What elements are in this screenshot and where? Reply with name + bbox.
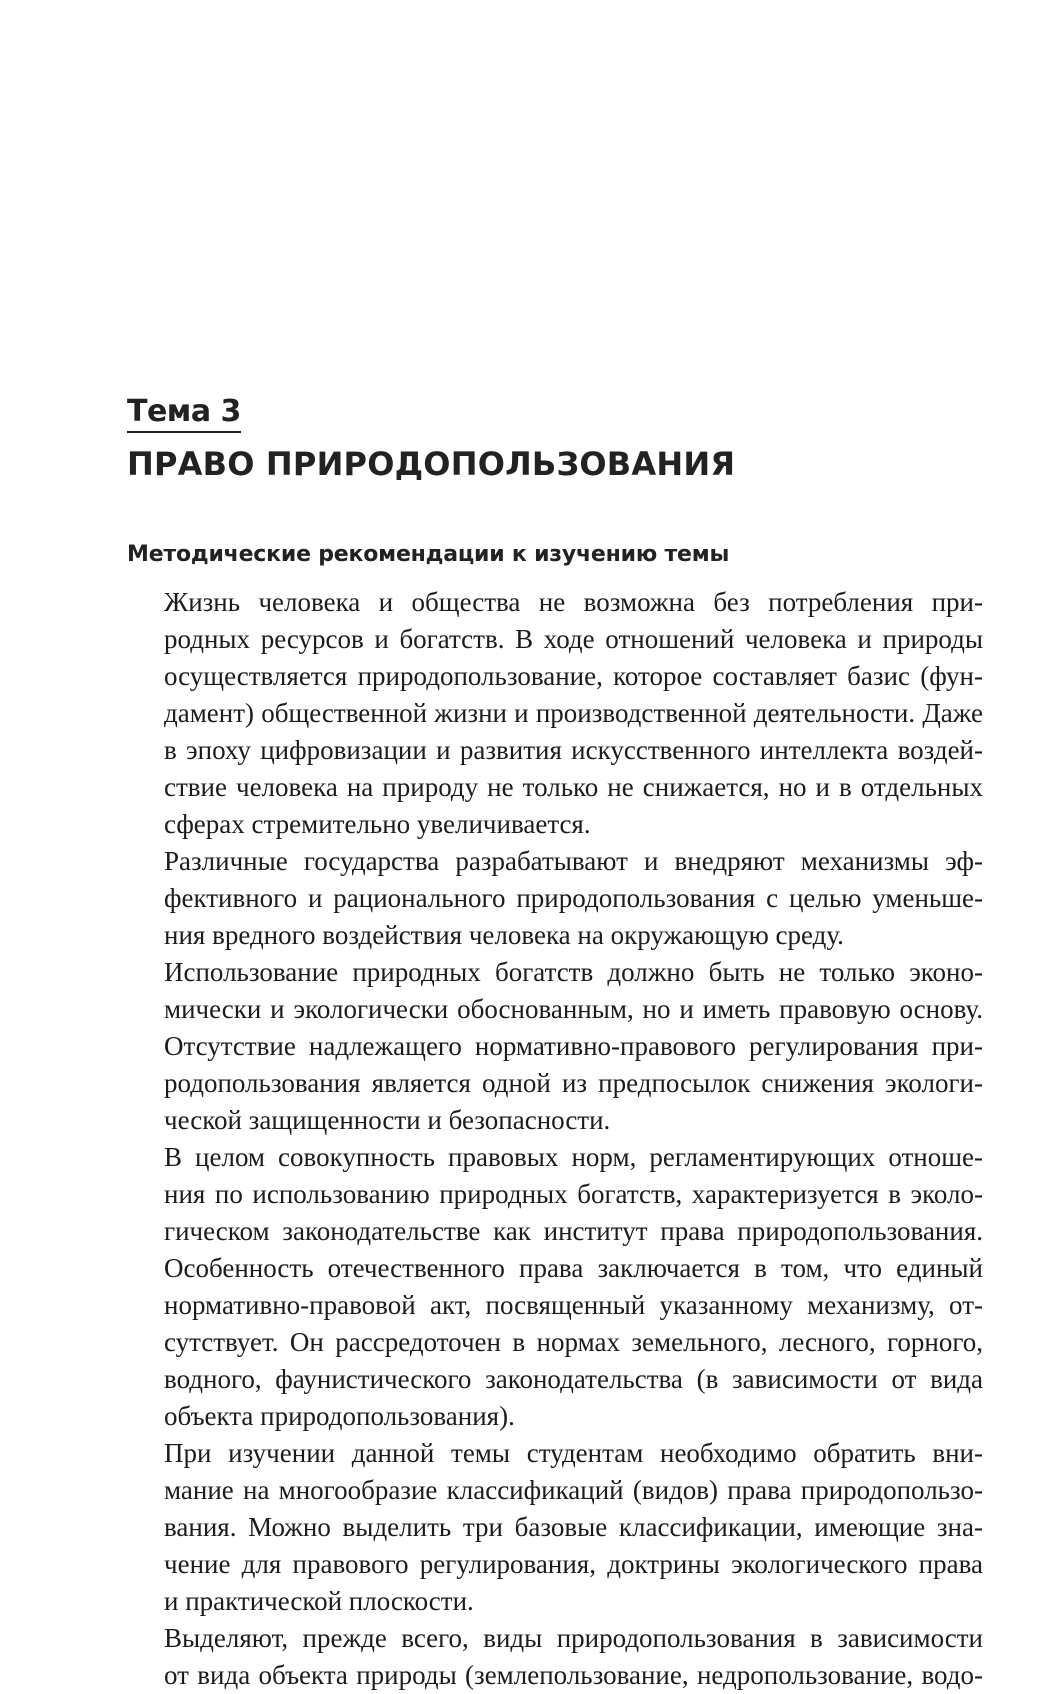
section-heading: Методические рекомендации к изучению темы bbox=[127, 542, 730, 567]
text-line: объекта природопользования). bbox=[164, 1401, 515, 1431]
text-line: Жизнь человека и общества не возможна без потребления при- bbox=[164, 587, 983, 617]
text-line: осуществляется природопользование, которое составляет базис (фун- bbox=[164, 661, 983, 691]
text-line: чение для правового регулирования, доктрины экологического права bbox=[164, 1549, 983, 1579]
text-line: дамент) общественной жизни и производственной деятельности. Даже bbox=[164, 698, 983, 728]
text-line: мически и экологически обоснованным, но и иметь правовую основу. bbox=[164, 994, 983, 1024]
paragraph bbox=[127, 843, 983, 954]
text-line: Отсутствие надлежащего нормативно-правового регулирования при- bbox=[164, 1031, 983, 1061]
topic-number: Тема 3 bbox=[127, 394, 241, 433]
text-line: В целом совокупность правовых норм, регламентирующих отноше- bbox=[164, 1142, 983, 1172]
text-line: нормативно-правовой акт, посвященный указанному механизму, от- bbox=[164, 1290, 983, 1320]
text-line: мание на многообразие классификаций (видов) права природопользо- bbox=[164, 1475, 983, 1505]
paragraph bbox=[127, 1435, 983, 1620]
text-line: гическом законодательстве как институт права природопользования. bbox=[164, 1216, 983, 1246]
text-line: При изучении данной темы студентам необходимо обратить вни- bbox=[164, 1438, 983, 1468]
paragraph bbox=[127, 1139, 983, 1435]
text-line: сутствует. Он рассредоточен в нормах земельного, лесного, горного, bbox=[164, 1327, 983, 1357]
text-line: Выделяют, прежде всего, виды природопользования в зависимости bbox=[164, 1623, 983, 1653]
text-line: ния по использованию природных богатств, характеризуется в эколо- bbox=[164, 1179, 983, 1209]
text-line: от вида объекта природы (землепользование, недропользование, водо- bbox=[164, 1660, 983, 1690]
text-line: в эпоху цифровизации и развития искусственного интеллекта воздей- bbox=[164, 735, 983, 765]
text-line: Особенность отечественного права заключается в том, что единый bbox=[164, 1253, 983, 1283]
body-text bbox=[127, 584, 983, 1694]
text-line: родопользования является одной из предпосылок снижения экологи- bbox=[164, 1068, 983, 1098]
text-line: ствие человека на природу не только не снижается, но и в отдельных bbox=[164, 772, 983, 802]
text-line: Различные государства разрабатывают и внедряют механизмы эф- bbox=[164, 846, 983, 876]
text-line: ческой защищенности и безопасности. bbox=[164, 1105, 611, 1135]
text-line: вания. Можно выделить три базовые классификации, имеющие зна- bbox=[164, 1512, 983, 1542]
text-line: сферах стремительно увеличивается. bbox=[164, 809, 591, 839]
text-line: родных ресурсов и богатств. В ходе отношений человека и природы bbox=[164, 624, 983, 654]
text-line: Использование природных богатств должно быть не только эконо- bbox=[164, 957, 983, 987]
text-line: фективного и рационального природопользования с целью уменьше- bbox=[164, 883, 983, 913]
text-line: водного, фаунистического законодательства (в зависимости от вида bbox=[164, 1364, 983, 1394]
topic-title: ПРАВО ПРИРОДОПОЛЬЗОВАНИЯ bbox=[127, 445, 736, 483]
paragraph bbox=[127, 584, 983, 843]
paragraph bbox=[127, 1620, 983, 1694]
text-line: и практической плоскости. bbox=[164, 1586, 474, 1616]
text-line: ния вредного воздействия человека на окружающую среду. bbox=[164, 920, 844, 950]
paragraph bbox=[127, 954, 983, 1139]
